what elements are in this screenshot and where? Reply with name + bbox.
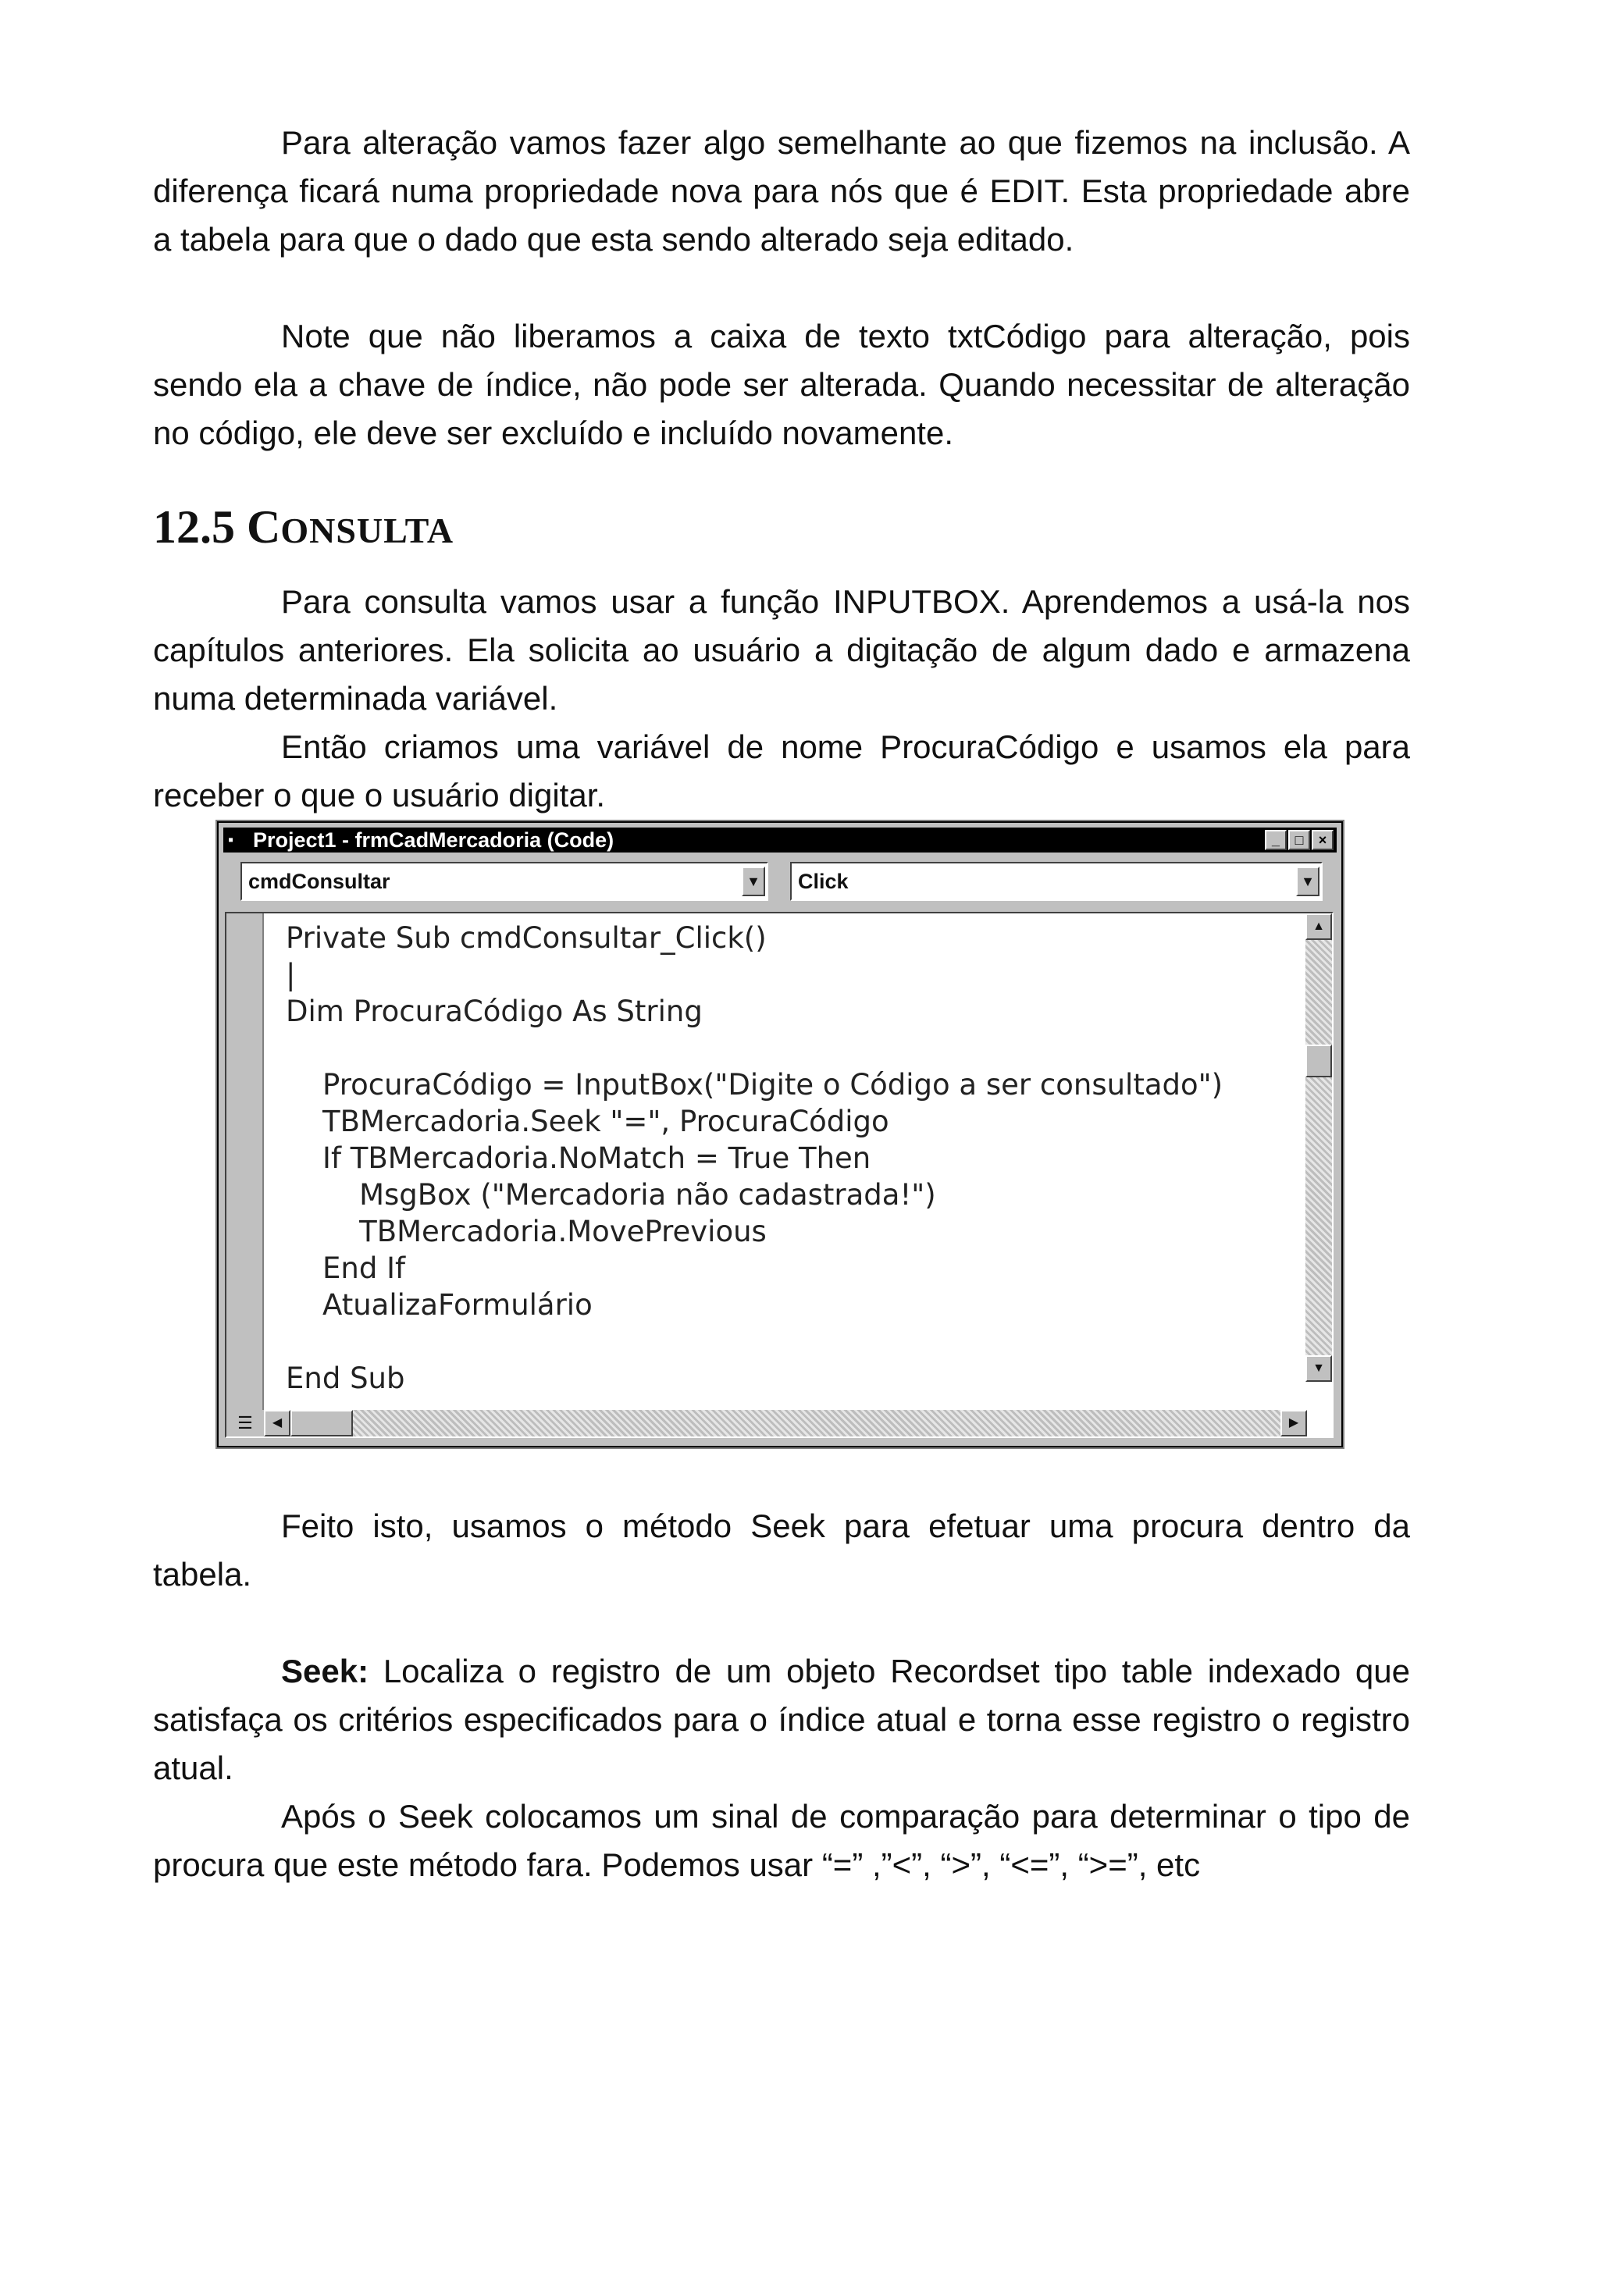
window-icon: ▪ <box>228 831 234 849</box>
maximize-button[interactable]: □ <box>1288 830 1310 850</box>
view-toggle-icon[interactable]: ☰ <box>226 1410 264 1436</box>
scroll-right-icon[interactable]: ▶ <box>1280 1410 1307 1436</box>
window-titlebar <box>223 828 1337 853</box>
procedure-combo-value: Click <box>798 870 849 893</box>
paragraph-alteracao: Para alteração vamos fazer algo semelhante ao que fizemos na inclusão. A diferença ficará numa propriedade nova para nós que é EDIT. Esta propriedade abre a tabela para que o dado que esta sendo alterado seja editado. <box>153 124 1410 258</box>
chevron-down-icon[interactable]: ▼ <box>1296 867 1319 896</box>
paragraph-seek-method: Feito isto, usamos o método Seek para efetuar uma procura dentro da tabela. <box>153 1508 1410 1593</box>
window-title: Project1 - frmCadMercadoria (Code) <box>253 828 614 852</box>
section-heading: 12.5 CONSULTA <box>153 501 454 553</box>
object-combo-value: cmdConsultar <box>248 870 390 893</box>
seek-definition-text: Localiza o registro de um objeto Recordset tipo table indexado que satisfaça os critérios especificados para o índice atual e torna esse registro o registro atual. <box>153 1653 1410 1786</box>
scroll-up-icon[interactable]: ▲ <box>1305 913 1332 940</box>
paragraph-note-txtcodigo: Note que não liberamos a caixa de texto txtCódigo para alteração, pois sendo ela a chave de índice, não pode ser alterada. Quando necessitar de alteração no código, ele deve ser excluído e incluído novamente. <box>153 318 1410 451</box>
chevron-down-icon[interactable]: ▼ <box>742 867 765 896</box>
seek-label: Seek: <box>281 1653 369 1689</box>
paragraph-procuracodigo: Então criamos uma variável de nome ProcuraCódigo e usamos ela para receber o que o usuário digitar. <box>153 728 1410 813</box>
paragraph-seek-definition <box>153 1647 1410 1792</box>
vertical-scroll-thumb[interactable] <box>1305 1045 1332 1077</box>
code-text[interactable]: Private Sub cmdConsultar_Click() | Dim ProcuraCódigo As String ProcuraCódigo = InputBox("Digite o Código a ser consultado") TBMercadoria.Seek "=", ProcuraCódigo If TBMercadoria.NoMatch = True Then MsgBox ("Mercadoria não cadastrada!") TBMercadoria.MovePrevious End If AtualizaFormulário End Sub <box>286 921 1223 1395</box>
code-editor[interactable] <box>225 912 1334 1438</box>
scroll-left-icon[interactable]: ◀ <box>264 1410 290 1436</box>
close-button[interactable]: × <box>1312 830 1334 850</box>
margin-indicator-bar <box>226 913 264 1436</box>
procedure-combo[interactable] <box>790 862 1323 901</box>
horizontal-scrollbar[interactable] <box>264 1410 1307 1436</box>
paragraph-consulta-inputbox: Para consulta vamos usar a função INPUTBOX. Aprendemos a usá-la nos capítulos anteriores. Ela solicita ao usuário a digitação de algum dado e armazena numa determinada variável. <box>153 583 1410 717</box>
paragraph-comparison-signs: Após o Seek colocamos um sinal de comparação para determinar o tipo de procura que este método fara. Podemos usar “=” ,”<”, “>”, “<=”, “>=”, etc <box>153 1798 1410 1883</box>
horizontal-scroll-thumb[interactable] <box>290 1410 353 1436</box>
object-combo[interactable] <box>240 862 768 901</box>
minimize-button[interactable]: _ <box>1265 830 1287 850</box>
scroll-down-icon[interactable]: ▼ <box>1305 1355 1332 1382</box>
vb-code-window <box>217 821 1343 1447</box>
vertical-scrollbar[interactable] <box>1305 913 1332 1382</box>
